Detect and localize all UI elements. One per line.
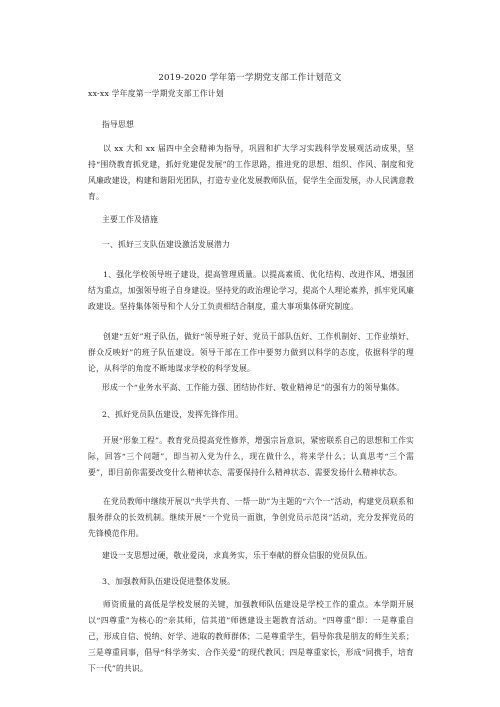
heading-section-1: 一、抓好三支队伍建设激活发展潜力 — [102, 240, 230, 249]
heading-item-2: 2、抓好党员队伍建设，发挥先锋作用。 — [102, 410, 244, 419]
paragraph-guiding-text: 以 xx 大和 xx 届四中全会精神为指导，巩固和扩大学习实践科学发展观活动成果，坚持“围绕教育抓党建，抓好党建促发展”的工作思路，推进党的思想、组织、作风、制度和党风廉政建设，构建和谐阳光团队，打造专业化发展教师队伍，促学生全面发展，办人民满意教育。 — [88, 144, 414, 201]
document-title: 2019-2020 学年第一学期党支部工作计划范文 — [158, 73, 342, 83]
paragraph-item-1c: 形成一个“业务水平高、工作能力强、团结协作好、敬业精神足”的强有力的领导集体。 — [102, 383, 405, 392]
heading-guiding-ideology: 指导思想 — [102, 120, 134, 129]
heading-item-3: 3、加强教师队伍建设促进整体发展。 — [102, 577, 236, 586]
document-subtitle: xx-xx 学年度第一学期党支部工作计划 — [88, 89, 224, 98]
paragraph-item-2c: 建设一支思想过硬，敬业爱岗，求真务实，乐于奉献的群众信服的党员队伍。 — [102, 551, 373, 560]
paragraph-item-2b: 在党员教师中继续开展以“共学共育、一帮一助”为主题的“六个一”活动，构建党员联系和服务群众的长效机制。继续开展“一个党员一面旗，争创党员示范岗”活动，充分发挥党员的先锋模范作用。 — [88, 497, 414, 538]
heading-main-tasks: 主要工作及措施 — [102, 215, 158, 224]
paragraph-item-1: 1、强化学校领导班子建设，提高管理质量。以提高素质、优化结构、改进作风、增强团结为重点，加强领导班子自身建设。坚持党的政治理论学习，提高个人理论素养，抓牢党风廉政建设。坚持集体领导和个人分工负责相结合制度，重大事项集体研究制度。 — [88, 270, 414, 311]
paragraph-item-2a: 开展“形象工程”。教育党员提高党性修养，增强宗旨意识，紧密联系自己的思想和工作实际，回答“三个问题”，即当初入党为什么，现在做什么，将来学什么；认真思考“三个需要”，即目前你需要改变什么精神状态、需要保持什么精神状态、需要发扬什么精神状态。 — [88, 436, 414, 477]
paragraph-item-1b: 创建“五好”班子队伍，做好“领导班子好、党员干部队伍好、工作机制好、工作业绩好、群众反映好”的班子队伍建设。领导干部在工作中要努力做到以科学的态度，依据科学的理论，从科学的角度不断地谋求学校的科学发展。 — [88, 332, 414, 373]
paragraph-item-3a: 师资质量的高低是学校发展的关键，加强教师队伍建设是学校工作的重点。本学期开展以“四尊重”为核心的“亲其师，信其道”师德建设主题教育活动。“四尊重”即：一是尊重自己，形成自信、悦纳、好学、进取的教师群体；二是尊重学生，倡导你我是朋友的师生关系；三是尊重同事，倡导“科学务实、合作关爱”的现代教风；四是尊重家长，形成“同携手，培育下一代”的共识。 — [88, 600, 414, 673]
